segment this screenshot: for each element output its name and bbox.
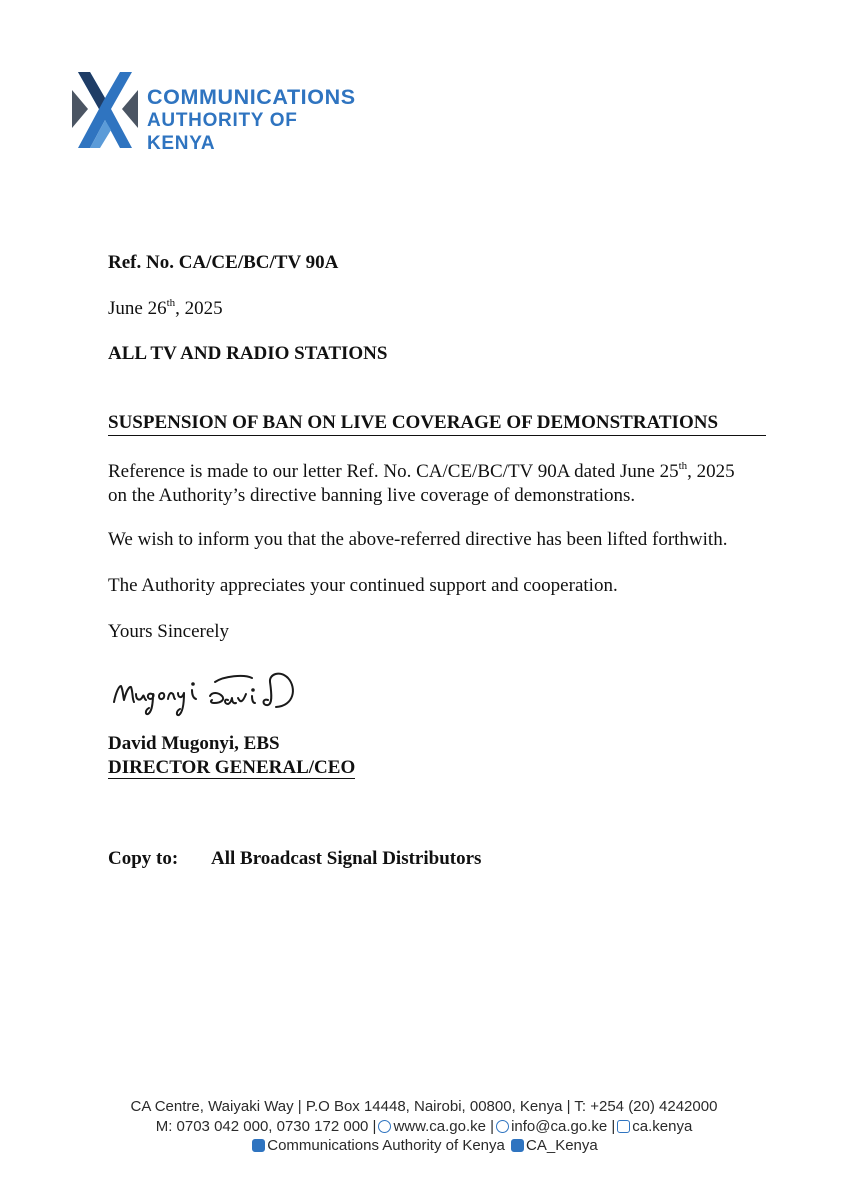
footer-address: CA Centre, Waiyaki Way | P.O Box 14448, Nairobi, 00800, Kenya | T: +254 (20) 4242000 bbox=[130, 1098, 718, 1115]
footer-mobile: M: 0703 042 000, 0730 172 000 | bbox=[155, 1118, 377, 1135]
para1-ordinal: th bbox=[678, 459, 688, 472]
org-name-line2: AUTHORITY OF KENYA bbox=[147, 110, 298, 154]
footer-contacts bbox=[0, 1117, 848, 1137]
subject-text: SUSPENSION OF BAN ON LIVE COVERAGE OF DEMONSTRATIONS bbox=[108, 412, 719, 433]
footer-website[interactable]: www.ca.go.ke | bbox=[393, 1118, 495, 1135]
footer-twitter[interactable]: CA_Kenya bbox=[526, 1137, 598, 1154]
globe-icon bbox=[378, 1120, 391, 1133]
signatory-name: David Mugonyi, EBS bbox=[108, 733, 280, 754]
ca-kenya-x-logo-icon bbox=[70, 68, 140, 152]
org-name-line1: COMMUNICATIONS bbox=[147, 85, 356, 109]
footer-social bbox=[0, 1136, 848, 1156]
closing: Yours Sincerely bbox=[108, 621, 230, 642]
signatory-title: DIRECTOR GENERAL/CEO bbox=[108, 757, 356, 778]
copy-to-label: Copy to: bbox=[108, 848, 179, 869]
signatory-title-wrap bbox=[108, 756, 355, 780]
para1-text-b: , 2025 bbox=[687, 461, 735, 482]
reference-number: Ref. No. CA/CE/BC/TV 90A bbox=[108, 252, 339, 273]
para1-line2: on the Authority’s directive banning live coverage of demonstrations. bbox=[108, 485, 636, 506]
subject-line bbox=[108, 411, 766, 436]
para1-text-a: Reference is made to our letter Ref. No. CA/CE/BC/TV 90A dated June 25 bbox=[108, 461, 679, 482]
facebook-icon bbox=[252, 1139, 265, 1152]
at-email-icon bbox=[496, 1120, 509, 1133]
recipient: ALL TV AND RADIO STATIONS bbox=[108, 343, 388, 364]
paragraph-reference bbox=[108, 460, 768, 508]
twitter-icon bbox=[511, 1139, 524, 1152]
instagram-icon bbox=[617, 1120, 630, 1133]
footer-email[interactable]: info@ca.go.ke | bbox=[511, 1118, 616, 1135]
organization-name bbox=[147, 86, 370, 155]
paragraph-appreciation: The Authority appreciates your continued support and cooperation. bbox=[108, 575, 618, 596]
footer-facebook[interactable]: Communications Authority of Kenya bbox=[267, 1137, 505, 1154]
letter-date bbox=[108, 297, 223, 321]
footer-instagram[interactable]: ca.kenya bbox=[632, 1118, 693, 1135]
date-ordinal: th bbox=[166, 296, 176, 309]
paragraph-lifted: We wish to inform you that the above-referred directive has been lifted forthwith. bbox=[108, 529, 728, 550]
letterhead-logo bbox=[70, 68, 370, 152]
handwritten-signature bbox=[112, 666, 312, 720]
date-suffix: , 2025 bbox=[175, 298, 223, 319]
copy-to-value: All Broadcast Signal Distributors bbox=[211, 848, 482, 869]
date-prefix: June 26 bbox=[108, 298, 167, 319]
